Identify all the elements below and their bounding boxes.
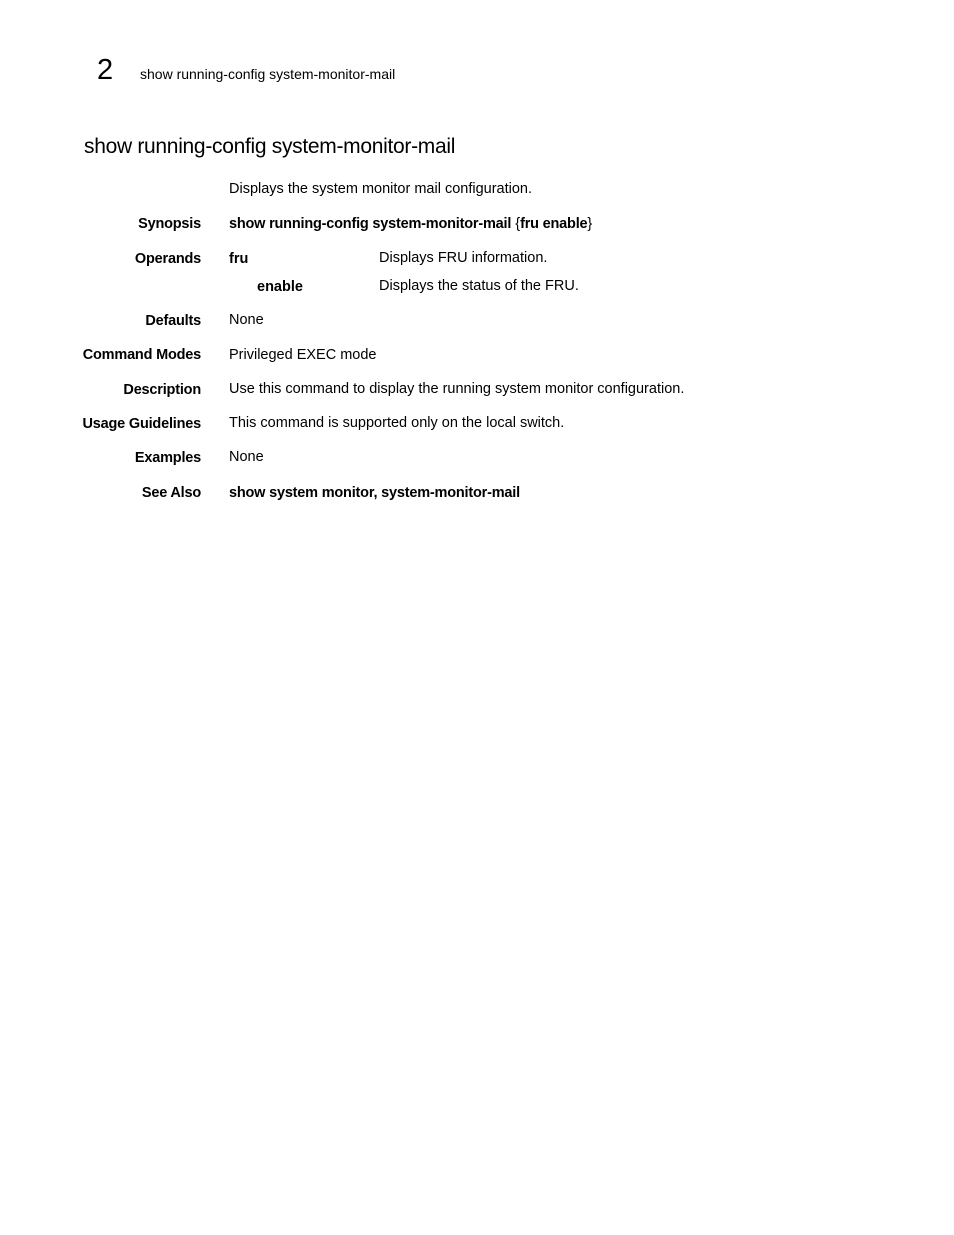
operand-description: Displays the status of the FRU. — [379, 278, 579, 294]
command-modes-label: Command Modes — [82, 347, 201, 363]
examples-label: Examples — [134, 450, 201, 466]
synopsis-close-brace: } — [587, 216, 593, 232]
operand-description: Displays FRU information. — [379, 250, 548, 266]
intro-text: Displays the system monitor mail configuration. — [229, 181, 533, 197]
page-title: show running-config system-monitor-mail — [84, 135, 456, 158]
defaults-value: None — [229, 312, 264, 328]
synopsis-options: fru enable — [520, 216, 588, 232]
defaults-label: Defaults — [145, 313, 201, 329]
synopsis-label: Synopsis — [138, 216, 201, 232]
usage-guidelines-value: This command is supported only on the local switch. — [229, 415, 565, 431]
description-value: Use this command to display the running system monitor configuration. — [229, 381, 685, 397]
chapter-number: 2 — [97, 54, 114, 86]
usage-guidelines-label: Usage Guidelines — [82, 416, 201, 432]
operand-name: enable — [257, 279, 303, 295]
synopsis-open-brace: { — [515, 216, 521, 232]
see-also-links[interactable]: show system monitor, system-monitor-mail — [229, 485, 520, 501]
see-also-label: See Also — [141, 485, 201, 501]
synopsis-command: show running-config system-monitor-mail — [229, 216, 512, 232]
operand-name: fru — [229, 251, 249, 267]
running-title: show running-config system-monitor-mail — [140, 66, 396, 82]
description-label: Description — [123, 382, 201, 398]
examples-value: None — [229, 449, 264, 465]
synopsis-value — [229, 215, 592, 233]
operands-label: Operands — [134, 251, 201, 267]
command-modes-value: Privileged EXEC mode — [229, 347, 377, 363]
